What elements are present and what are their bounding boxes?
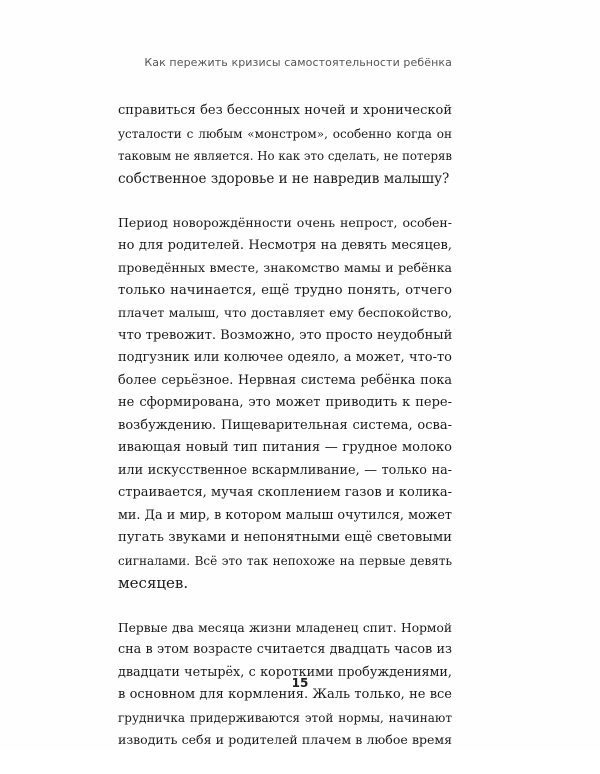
text-line: или искусственное вскармливание, — только на- xyxy=(118,462,452,478)
text-line: двадцати четырёх, с короткими пробуждениями, xyxy=(118,664,452,680)
text-line: не сформирована, это может приводить к пере- xyxy=(118,395,452,410)
text-line: сигналами. Всё это так непохоже на первые девять xyxy=(118,553,452,568)
paragraph-2 xyxy=(118,212,452,595)
body-text xyxy=(118,100,452,774)
text-line: что тревожит. Возможно, это просто неудобный xyxy=(118,327,453,343)
text-line: таковым не является. Но как это сделать, не потеряв xyxy=(118,149,452,163)
text-line: собственное здоровье и не навредив малышу? xyxy=(118,170,450,187)
text-line: ми. Да и мир, в котором малыш очутился, может xyxy=(118,507,452,523)
text-line: возбуждению. Пищеварительная система, осва- xyxy=(118,417,452,433)
text-line: проведённых вместе, знакомство мамы и ребёнка xyxy=(118,260,452,275)
text-line: месяцев. xyxy=(118,574,189,592)
text-line: в основном для кормления. Жаль только, не все xyxy=(118,687,452,702)
text-line: Первые два месяца жизни младенец спит. Нормой xyxy=(118,620,452,635)
text-line: только начинается, ещё трудно понять, отчего xyxy=(118,282,452,298)
text-line: ивающая новый тип питания — грудное молоко xyxy=(118,440,452,455)
text-line: но для родителей. Несмотря на девять месяцев, xyxy=(118,237,452,253)
text-line: пугать звуками и непонятными ещё световыми xyxy=(118,530,452,545)
text-line: справиться без бессонных ночей и хронической xyxy=(118,103,452,118)
page-number: 15 xyxy=(291,676,309,690)
text-line: усталости с любым «монстром», особенно когда он xyxy=(118,126,452,141)
text-line: плачет малыш, что доставляет ему беспокойство, xyxy=(118,305,452,320)
text-line: более серьёзное. Нервная система ребёнка пока xyxy=(118,372,452,388)
running-head: Как пережить кризисы самостоятельности ребёнка xyxy=(144,56,452,69)
text-line: грудничка придерживаются этой нормы, начинают xyxy=(118,710,452,725)
text-line: изводить себя и родителей плачем в любое время xyxy=(118,732,452,747)
text-line: подгузник или колючее одеяло, а может, что-то xyxy=(118,350,452,365)
text-line: страивается, мучая скоплением газов и колика- xyxy=(118,485,452,500)
paragraph-1 xyxy=(118,100,452,190)
text-line: сна в этом возрасте считается двадцать часов из xyxy=(118,642,452,657)
text-line: Период новорождённости очень непрост, особен- xyxy=(118,215,452,230)
